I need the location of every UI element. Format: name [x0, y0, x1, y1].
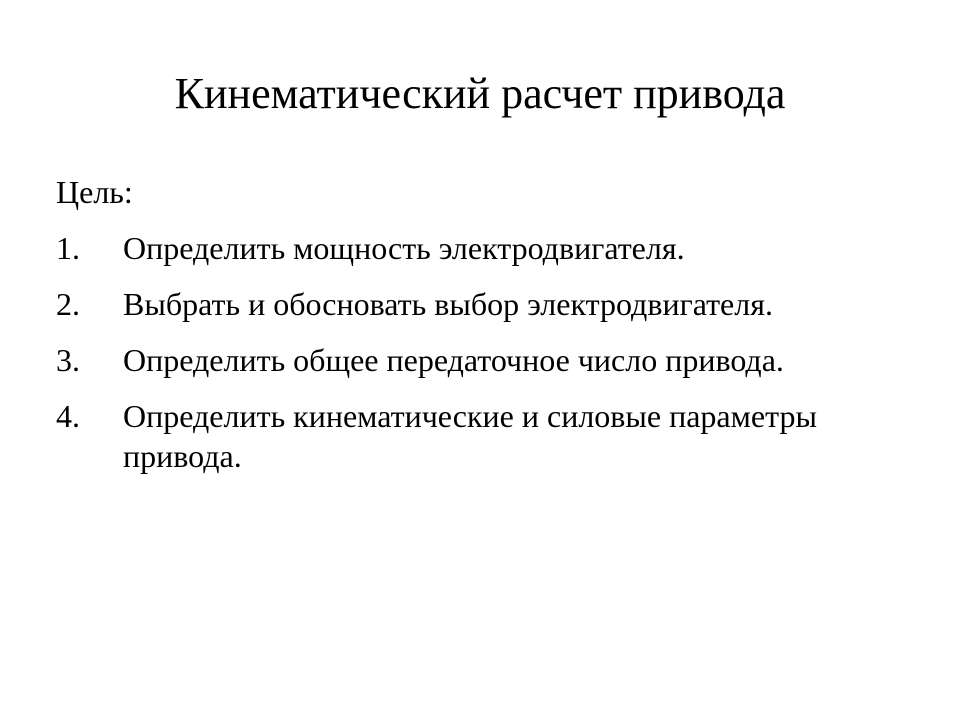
goal-number: 2. — [56, 286, 80, 322]
goal-item-1 — [56, 228, 916, 268]
goal-text: Определить кинематические и силовые параметры привода. — [123, 398, 817, 474]
goal-item-2 — [56, 284, 916, 324]
goal-label: Цель: — [56, 174, 133, 210]
slide-body — [56, 172, 916, 492]
goal-text: Определить общее передаточное число привода. — [123, 342, 784, 378]
goal-number: 1. — [56, 230, 80, 266]
goal-number: 3. — [56, 342, 80, 378]
goal-number: 4. — [56, 398, 80, 434]
goal-text: Выбрать и обосновать выбор электродвигателя. — [123, 286, 773, 322]
goal-text: Определить мощность электродвигателя. — [123, 230, 685, 266]
goal-list — [56, 228, 916, 476]
slide-title: Кинематический расчет привода — [174, 69, 786, 118]
goal-item-3 — [56, 340, 916, 380]
goal-item-4 — [56, 396, 916, 476]
